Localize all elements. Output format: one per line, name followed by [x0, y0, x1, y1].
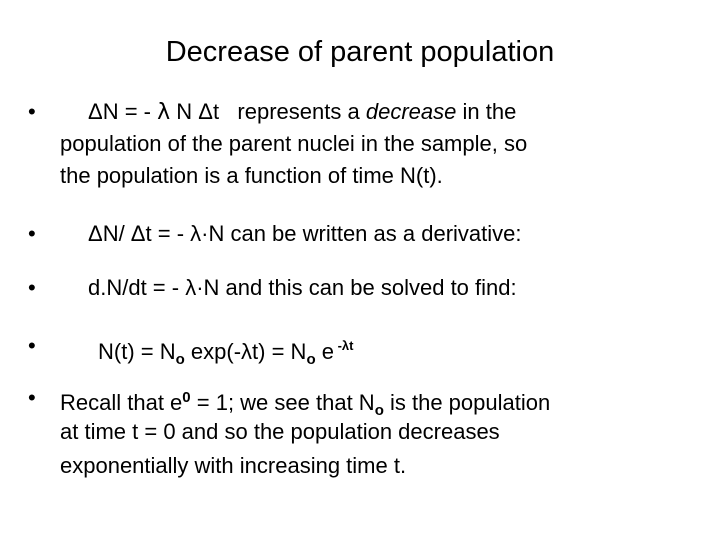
- bullet-1-represents: represents a: [237, 99, 360, 124]
- bullet-1-lambda: λ: [157, 100, 171, 125]
- bullet-4-subscript-2: o: [306, 351, 316, 368]
- bullet-1-decrease: decrease: [365, 99, 457, 124]
- bullet-5-part-3: is the population: [383, 390, 551, 415]
- bullet-4-superscript: -λt: [333, 338, 354, 353]
- bullet-1-equation-a: ΔN = -: [88, 99, 151, 124]
- bullet-4-text: [60, 330, 720, 376]
- bullet-5-line-3: exponentially with increasing time t.: [60, 453, 407, 478]
- bullet-4-part-2: exp(-λt) = N: [184, 339, 307, 364]
- bullet-dot: •: [28, 275, 36, 300]
- bullet-4-part-1: N(t) = N: [98, 339, 176, 364]
- bullet-dot: •: [28, 333, 36, 358]
- slide-title: Decrease of parent population: [165, 36, 555, 68]
- bullet-dot: •: [28, 99, 36, 124]
- bullet-5-line-2: at time t = 0 and so the population decreases: [60, 419, 500, 444]
- bullet-5-superscript: 0: [182, 389, 191, 406]
- bullet-dot: •: [28, 385, 36, 410]
- bullet-1-line-2: population of the parent nuclei in the sample, so: [60, 131, 528, 156]
- bullet-5-part-2: = 1; we see that N: [190, 390, 375, 415]
- bullet-1-line-3: the population is a function of time N(t).: [60, 163, 443, 188]
- bullet-4-part-3: e: [315, 339, 334, 364]
- bullet-1-equation-b: N Δt: [176, 99, 220, 124]
- bullet-2-text: ΔN/ Δt = - λ·N can be written as a derivative:: [88, 221, 522, 246]
- bullet-5-part-1: Recall that e: [60, 390, 183, 415]
- bullet-1-text: [60, 96, 700, 129]
- bullet-dot: •: [28, 221, 36, 246]
- bullet-3-text: d.N/dt = - λ·N and this can be solved to find:: [88, 275, 517, 300]
- bullet-5-subscript: o: [374, 402, 384, 419]
- bullet-4-subscript-1: o: [175, 351, 185, 368]
- bullet-1-in-the: in the: [462, 99, 517, 124]
